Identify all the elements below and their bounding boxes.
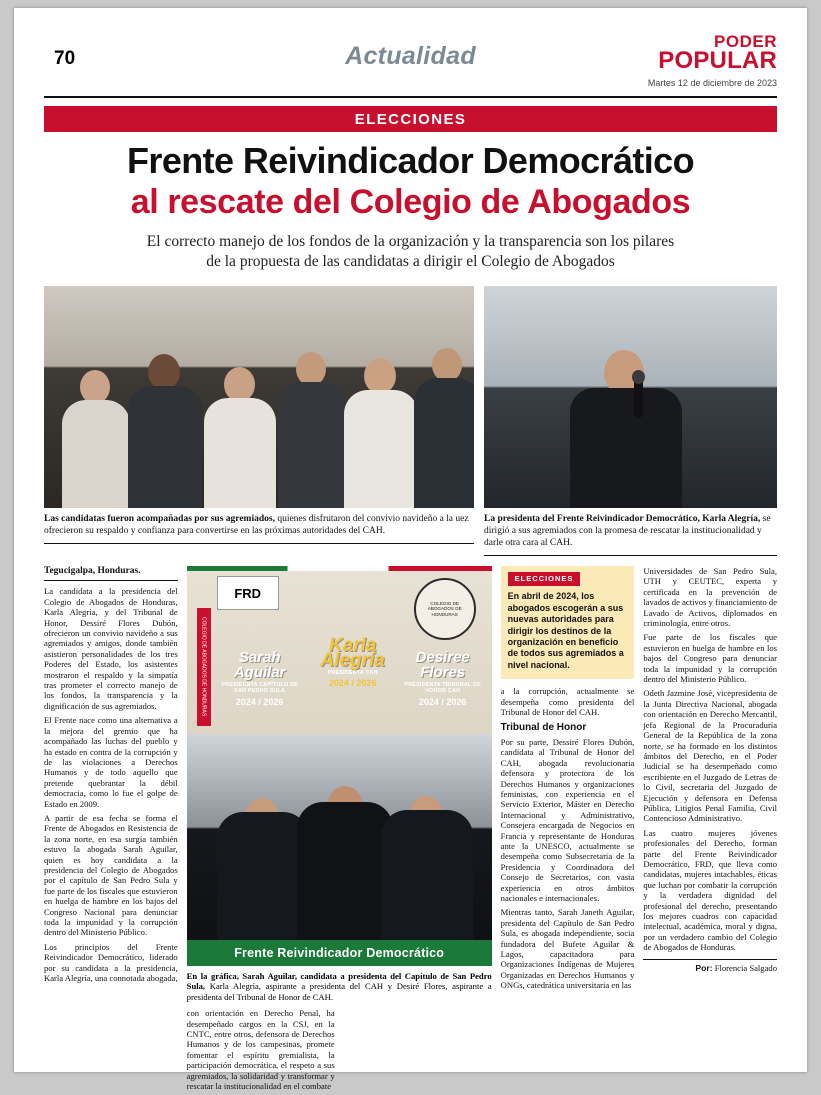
paragraph: Fue parte de los fiscales que estuvieron en huelga de hambre en los bajos del Congreso para denunciar toda la impunidad y la corrupción dentro del Ministerio Público. — [643, 632, 778, 685]
photo-speaker-caption-lead: La presidenta del Frente Reivindicador Democrático, Karla Alegría, — [484, 514, 761, 524]
section-title: Actualidad — [345, 42, 476, 70]
masthead-rule — [44, 96, 777, 98]
brand-top-text: PODER — [714, 32, 777, 51]
headline-primary: Frente Reivindicador Democrático — [127, 140, 694, 181]
paragraph: Odeth Jazmine José, vicepresidenta de la Junta Directiva Nacional, abogada con orientación en Derecho Mercantil, jefa Regional de la Procuraduría General de la República de la zona norte, se ha formado en los distintos ámbitos del Derecho, en el Poder Judicial se ha desempeñado como escribiente en el Juzgado de Letras de lo Civil, secretaria del Juzgado de Ejecución y defensora en Defensa Pública, Litigios Penal Familia, Civil Contencioso Administrativo. — [643, 688, 778, 824]
subheadline-line-2: de la propuesta de las candidatas a dirigir el Colegio de Abogados — [206, 253, 615, 270]
poster-candidate-3 — [401, 650, 485, 707]
paragraph: con orientación en Derecho Penal, ha desempeñado cargos en la CSJ, en la CNTC, entre otros, defensora de Derechos Humanos y de los campesinas, promete fomentar el espíritu gremialista, la participación democrática, el respeto a sus agremiados, la solidaridad y transformar y rescatar la institucionalidad en el combate — [186, 1008, 335, 1092]
newspaper-page — [14, 8, 807, 1092]
paragraph: Mientras tanto, Sarah Janeth Aguilar, presidenta del Capítulo de San Pedro Sula, es abogada independiente, socia fundadora del Bufete Aguilar & Lagos, capacitadora para Organizaciones Indígenas de Mujeres Organizadas en Derechos Humanos y ONGs, catedrática universitaria en las — [500, 907, 635, 991]
highlight-box — [501, 566, 635, 679]
caption-rule — [44, 543, 474, 544]
poster-column — [187, 566, 492, 1095]
subsection-heading: Tribunal de Honor — [500, 722, 587, 734]
photo-group-caption — [44, 513, 474, 537]
photo-group — [44, 286, 474, 508]
issue-date: Martes 12 de diciembre de 2023 — [647, 78, 777, 88]
headline-secondary: al rescate del Colegio de Abogados — [130, 183, 691, 221]
masthead — [44, 30, 777, 86]
poster-footer-text: Frente Reivindicador Democrático — [234, 946, 445, 960]
article-body — [44, 566, 777, 1095]
paragraph: La candidata a la presidencia del Colegio de Abogados de Honduras, Karla Alegría, y del Tribunal de Honor, Dessiré Flores Dubón, ofrecieron un convivio navideño a sus agremiados y amigos, donde también asistieron personalidades de los tres Poderes del Estado, los asistentes mostraron el respaldo y la simpatía tras prometer el correcto manejo de los fondos, la transparencia y la dignificación de sus agremiados. — [44, 586, 178, 711]
candidate-name-line1: Sarah — [238, 649, 281, 666]
brand-logo — [658, 34, 777, 72]
highlight-kicker: ELECCIONES — [508, 572, 581, 586]
kicker-label: ELECCIONES — [354, 110, 467, 128]
candidate-name-line2: Aguilar — [233, 664, 286, 681]
photo-speaker-caption — [484, 513, 777, 549]
byline-label: Por: — [695, 962, 713, 973]
candidate-name-line2: Alegría — [320, 650, 385, 671]
paragraph: a la corrupción, actualmente se desempeña como presidenta del Tribunal de Honor del CAH. — [500, 686, 635, 718]
poster-photo-area — [187, 734, 492, 966]
cah-seal-icon: COLEGIO DE ABOGADOS DE HONDURAS — [414, 578, 476, 640]
article-column-1 — [44, 566, 178, 1095]
candidate-name-line2: Flores — [420, 664, 466, 681]
subheadline — [44, 232, 777, 272]
brand-bottom-text: POPULAR — [658, 47, 777, 74]
photo-group-caption-lead: Las candidatas fueron acompañadas por sus agremiados, — [44, 514, 275, 524]
campaign-poster — [187, 566, 492, 966]
candidate-years: 2024 / 2026 — [235, 696, 284, 707]
byline — [643, 959, 777, 973]
candidate-years: 2024 / 2026 — [328, 678, 377, 689]
candidate-name-line1: Karla — [328, 635, 377, 656]
candidate-role: PRESIDENTA CAPÍTULO DE SAN PEDRO SULA — [221, 682, 298, 695]
article-column-3 — [501, 566, 635, 1095]
poster-caption-lead: En la gráfica, Sarah Aguilar, candidata a presidenta del Capítulo de San Pedro Sula, — [186, 971, 492, 992]
poster-candidate-2 — [305, 635, 401, 689]
paragraph: Universidades de San Pedro Sula, UTH y CEUTEC, experta y certificada en la prevención de lavados de activos y financiamiento de Lavado de Activos, diplomados en criminología, entre otros. — [643, 566, 778, 629]
highlight-text: En abril de 2024, los abogados escogerán a sus nuevas autoridades para dirigir los destinos de la organización en beneficio de todos sus agremiados a nivel nacional. — [507, 591, 624, 670]
photo-speaker-caption-text: se dirigió a sus agremiados con la promesa de rescatar la institucionalidad y darle otra cara al CAH. — [484, 514, 771, 548]
frd-logo: FRD — [217, 576, 279, 610]
caption-rule — [484, 555, 777, 556]
candidate-name-line1: Desiree — [415, 649, 470, 666]
poster-caption-text: Karla Alegría, aspirante a presidenta del CAH y Desiré Flores, aspirante a presidenta del Tribunal de Honor de CAH. — [186, 981, 492, 1002]
paragraph: Los principios del Frente Reivindicador Democrático, liderado por su candidata a la presidencia, Karla Alegría, una connotada abogada, — [44, 941, 178, 984]
candidate-years: 2024 / 2026 — [418, 696, 467, 707]
article-column-2 — [187, 1008, 335, 1095]
poster-footer-band — [187, 940, 492, 966]
article-column-4 — [643, 566, 777, 1095]
subheadline-line-1: El correcto manejo de los fondos de la organización y la transparencia son los pilares — [146, 233, 675, 250]
photo-row — [44, 286, 777, 556]
paragraph: A partir de esa fecha se forma el Frente de Abogados en Resistencia de la zona norte, en esa surgía también estuvo la abogada Sarah Aguilar, quien es hoy candidata a la presidencia del Colegio de Abogados por el capítulo de San Pedro Sula y fue parte de los fiscales que estuvieron en huelga de hambre en los bajos del Congreso Nacional para denunciar toda la impunidad y la corrupción dentro del Ministerio Público. — [44, 812, 178, 938]
paragraph: El Frente nace como una alternativa a la mejora del gremio que ha acompañado las luchas del pueblo y ha estado en contra de la corrupción y de las violaciones a Derechos Humanos y de todo aquello que pretende quebrantar la débil democracia, como lo fue el golpe de Estado en 2009. — [44, 715, 178, 809]
page-number: 70 — [54, 48, 76, 69]
poster-caption — [187, 971, 492, 1002]
candidate-role: PRESIDENTA TRIBUNAL DE HONOR CAH — [404, 682, 481, 695]
poster-candidate-1 — [215, 650, 305, 707]
photo-group-caption-text: quienes disfrutaron del convivio navideño a la uez ofrecieron su respaldo y confianza para convertirse en las próximas autoridades del CAH. — [44, 514, 469, 536]
poster-under-columns — [187, 1008, 492, 1095]
poster-vertical-text: COLEGIO DE ABOGADOS DE HONDURAS — [197, 608, 211, 726]
kicker-bar — [44, 106, 777, 132]
byline-name: Florencia Salgado — [714, 962, 778, 973]
photo-speaker — [484, 286, 777, 508]
candidate-role: PRESIDENTA CAH — [327, 670, 378, 676]
article-dateline: Tegucigalpa, Honduras. — [44, 566, 141, 576]
paragraph: Las cuatro mujeres jóvenes profesionales del Derecho, forman parte del Frente Reivindicador Democrático, FRD, que lleva como candidatas, mujeres intachables, éticas que luchan por combatir la corrupción y la verdadera dignidad del profesional del derecho, presentando los mejores cuadros con capacidad intelectual, académica, moral y digna, por un verdadero cambio del Colegio de Abogados de Honduras. — [643, 827, 778, 953]
article-column-3-tail — [344, 1008, 492, 1095]
poster-flag-stripe — [187, 566, 492, 571]
dateline-rule — [44, 580, 178, 581]
paragraph: Por su parte, Dessiré Flores Dubón, candidata al Tribunal de Honor del CAH, abogada revolucionaria defensora y protectora de los Derechos Humanos y organizaciones feministas, con experiencia en el Servicio Exterior, Máster en Derecho Internacional y Administrativo, Consejera encargada de Negocios en Francia y representante de Honduras ante la UNESCO, actualmente se desempeña como Subsecretaria de la Presidencia y Coordinadora del Consejo de Secretarios, con vasta experiencia en otros ámbitos nacionales e internacionales. — [500, 736, 635, 903]
